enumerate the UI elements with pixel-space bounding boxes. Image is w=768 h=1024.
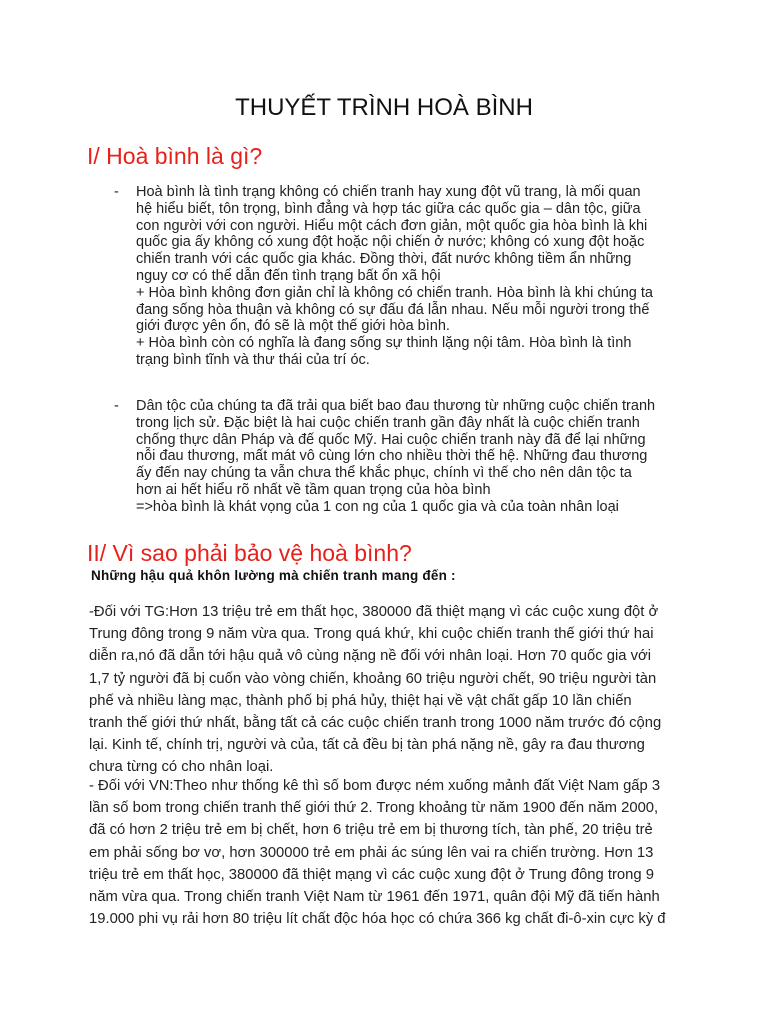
text-line: nguy cơ có thể dẫn đến tình trạng bất ổn xã hội: [136, 267, 441, 284]
text-line: -Đối với TG:Hơn 13 triệu trẻ em thất học, 380000 đã thiệt mạng vì các cuộc xung đột ở: [89, 604, 659, 620]
text-line: + Hòa bình còn có nghĩa là đang sống sự thinh lặng nội tâm. Hòa bình là tình: [136, 335, 632, 352]
text-line: em phải sống bơ vơ, hơn 300000 trẻ em phải ác súng lên vai ra chiến trường. Hơn 13: [89, 844, 654, 861]
text-line: triệu trẻ em thất học, 380000 đã thiệt mạng vì các cuộc xung đột ở Trung đông trong 9: [89, 866, 654, 883]
section-2-subheading: Những hậu quả khôn lường mà chiến tranh mang đến :: [91, 568, 456, 583]
text-line: ấy đến nay chúng ta vẫn chưa thể khắc phục, chính vì thế cho nên dân tộc ta: [136, 465, 632, 482]
text-line: Dân tộc của chúng ta đã trải qua biết bao đau thương từ những cuộc chiến tranh: [136, 398, 656, 414]
text-line: chống thực dân Pháp và đế quốc Mỹ. Hai cuộc chiến tranh này đã để lại những: [136, 431, 646, 448]
text-line: con người với con người. Hiểu một cách đơn giản, một quốc gia hòa bình là khi: [136, 217, 648, 234]
text-line: Hoà bình là tình trạng không có chiến tranh hay xung đột vũ trang, là mối quan: [136, 184, 641, 200]
text-line: hệ hiểu biết, tôn trọng, bình đẳng và hợp tác giữa các quốc gia – dân tộc, giữa: [136, 200, 641, 217]
text-line: quốc gia ấy không có xung đột hoặc nội chiến ở nước; không có xung đột hoặc: [136, 234, 645, 251]
text-line: hơn ai hết hiểu rõ nhất về tầm quan trọng của hòa bình: [136, 481, 491, 498]
text-line: chưa từng có cho nhân loại.: [89, 759, 274, 776]
paragraph-world: [89, 601, 689, 779]
text-line: giới được yên ổn, đó sẽ là một thế giới hòa bình.: [136, 318, 450, 335]
section-2-heading: II/ Vì sao phải bảo vệ hoà bình?: [87, 540, 412, 566]
bullet-text: [136, 398, 706, 516]
text-line: Trung đông trong 9 năm vừa qua. Trong quá khứ, khi cuộc chiến tranh thế giới thứ hai: [89, 626, 654, 643]
text-line: nỗi đau thương, mất mát vô cùng lớn cho nhiều thời thế hệ. Những đau thương: [136, 448, 648, 465]
text-line: diễn ra,nó đã dẫn tới hậu quả vô cùng nặng nề đối với nhân loại. Hơn 70 quốc gia với: [89, 648, 652, 665]
text-line: phế và nhiều làng mạc, thành phố bị phá hủy, thiệt hại về vật chất gấp 10 lần chiến: [89, 692, 632, 709]
text-line: tranh thế giới thứ nhất, bằng tất cả các cuộc chiến tranh trong 1000 năm trước đó cộng: [89, 715, 662, 732]
text-line: + Hòa bình không đơn giản chỉ là không có chiến tranh. Hòa bình là khi chúng ta: [136, 284, 653, 301]
text-line: trạng bình tĩnh và thư thái của trí óc.: [136, 351, 370, 368]
text-line: đã có hơn 2 triệu trẻ em bị chết, hơn 6 triệu trẻ em bị thương tích, tàn phế, 20 triệu trẻ: [89, 822, 653, 839]
bullet-text: [136, 184, 706, 369]
text-line: đang sống hòa thuận và không có sự đấu đá lẫn nhau. Nếu mỗi người trong thế: [136, 301, 650, 318]
text-line: chiến tranh với các quốc gia khác. Đồng thời, đất nước không tiềm ẩn những: [136, 251, 632, 268]
text-line: trong lịch sử. Đặc biệt là hai cuộc chiến tranh gần đây nhất là cuộc chiến tranh: [136, 414, 640, 431]
text-line: - Đối với VN:Theo như thống kê thì số bom được ném xuống mảnh đất Việt Nam gấp 3: [89, 778, 661, 794]
text-line: 1,7 tỷ người đã bị cuốn vào vòng chiến, khoảng 60 triệu người chết, 90 triệu người tàn: [89, 670, 657, 687]
text-line: năm vừa qua. Trong chiến tranh Việt Nam từ 1961 đến 1971, quân đội Mỹ đã tiến hành: [89, 889, 660, 906]
text-line: lần số bom trong chiến tranh thế giới thứ 2. Trong khoảng từ năm 1900 đến năm 2000,: [89, 800, 659, 817]
paragraph-vietnam: [89, 775, 689, 930]
text-line: lại. Kinh tế, chính trị, người và của, tất cả đều bị tàn phá nặng nề, gây ra đau thương: [89, 737, 645, 754]
bullet-dash: -: [114, 398, 119, 414]
document-title: THUYẾT TRÌNH HOÀ BÌNH: [235, 94, 533, 121]
bullet-dash: -: [114, 184, 119, 200]
text-line: 19.000 phi vụ rải hơn 80 triệu lít chất độc hóa học có chứa 366 kg chất đi-ô-xin cực kỳ đ: [89, 911, 666, 928]
section-1-heading: I/ Hoà bình là gì?: [87, 143, 263, 169]
text-line: =>hòa bình là khát vọng của 1 con ng của 1 quốc gia và của toàn nhân loại: [136, 498, 619, 515]
